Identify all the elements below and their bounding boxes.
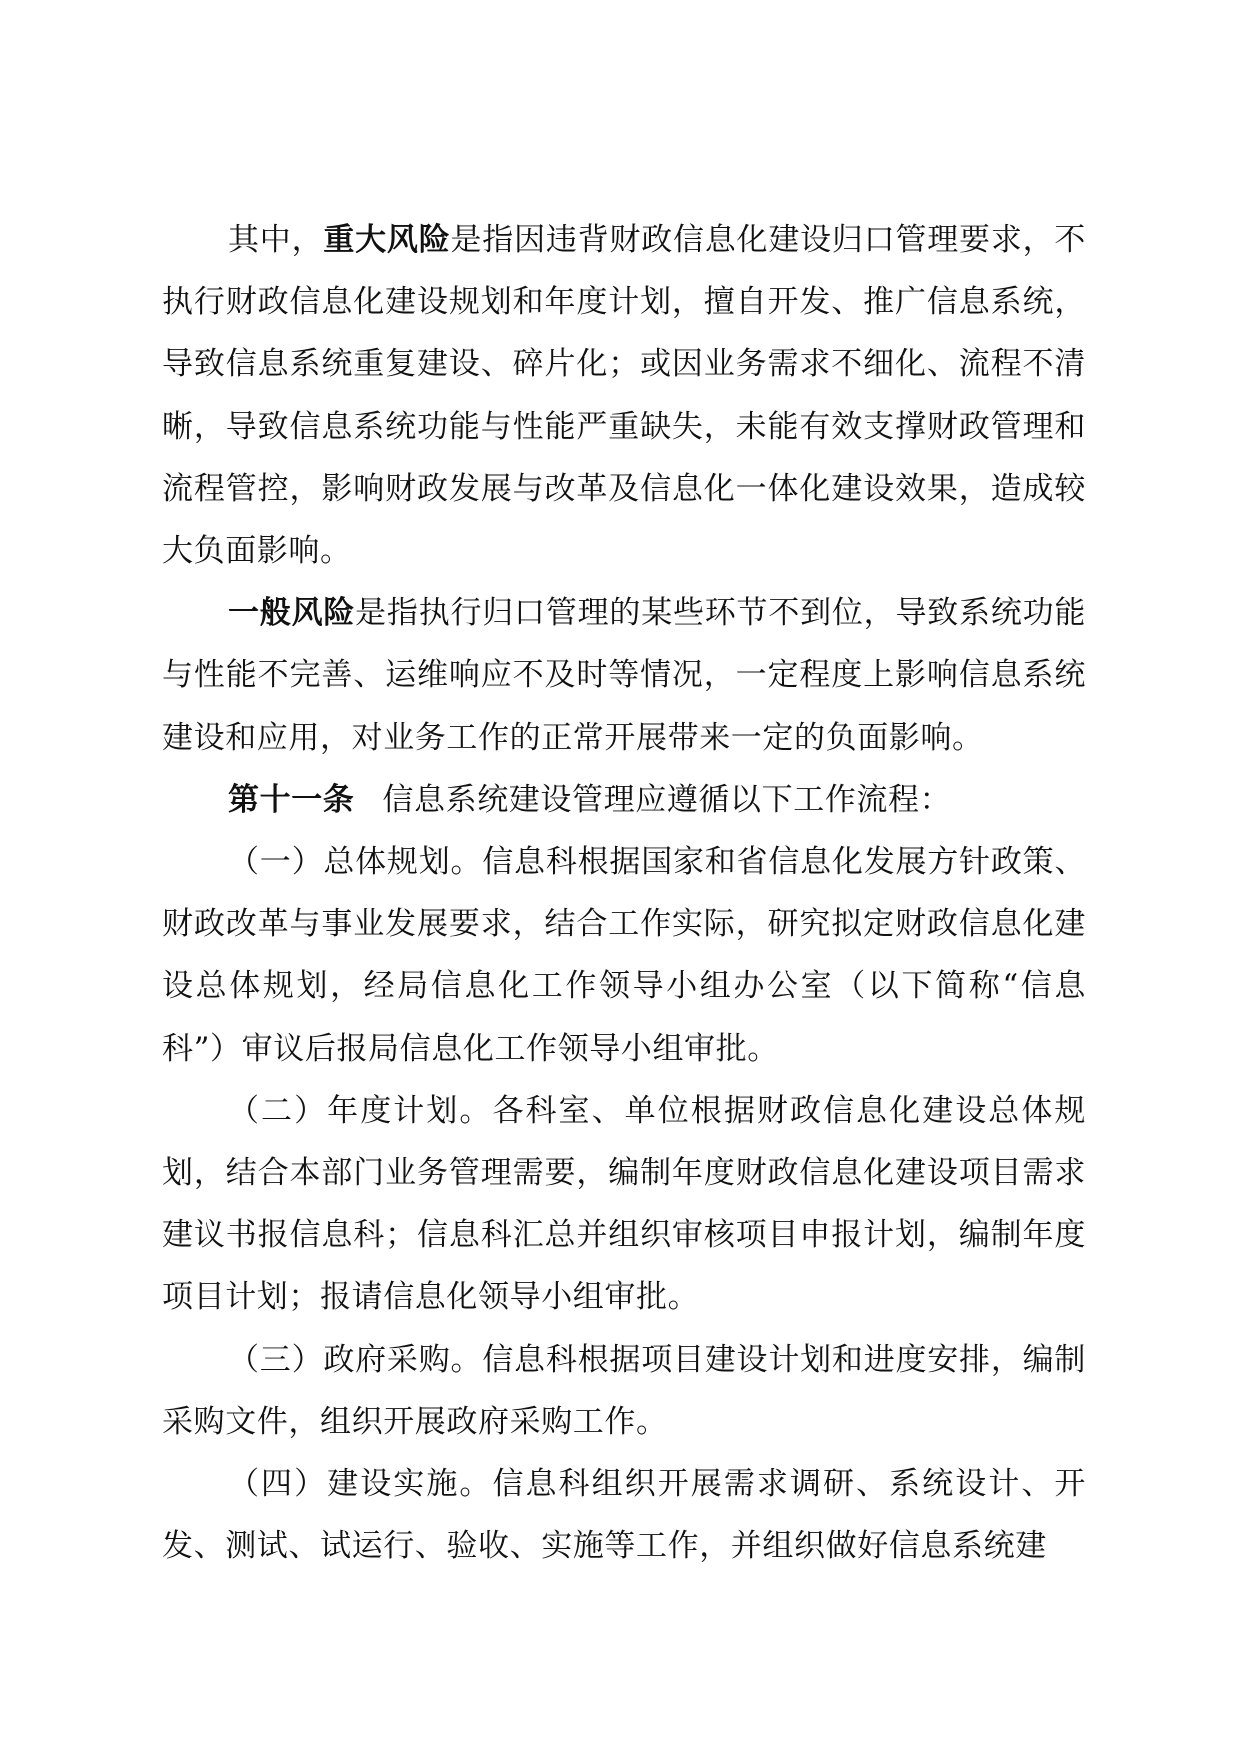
- article-number: 第十一条: [228, 781, 355, 818]
- paragraph-text: （一）总体规划。信息科根据国家和省信息化发展方针政策、财政改革与事业发展要求，结合工作实际，研究拟定财政信息化建设总体规划，经局信息化工作领导小组办公室（以下简称“信息科”）审议后报局信息化工作领导小组审批。: [162, 844, 1086, 1067]
- paragraph-text: 信息系统建设管理应遵循以下工作流程：: [382, 781, 952, 818]
- document-body: [162, 209, 1086, 1577]
- paragraph-text: （四）建设实施。信息科组织开展需求调研、系统设计、开发、测试、试运行、验收、实施等工作，并组织做好信息系统建: [162, 1466, 1086, 1565]
- paragraph-item-3: [162, 1329, 1086, 1453]
- paragraph-item-4: [162, 1453, 1086, 1577]
- term-general-risk: 一般风险: [228, 595, 356, 632]
- paragraph-general-risk: [162, 582, 1086, 769]
- paragraph-article-11: [162, 769, 1086, 831]
- paragraph-text: （二）年度计划。各科室、单位根据财政信息化建设总体规划，结合本部门业务管理需要，编制年度财政信息化建设项目需求建议书报信息科；信息科汇总并组织审核项目申报计划，编制年度项目计划；报请信息化领导小组审批。: [162, 1092, 1086, 1316]
- paragraph-text: 是指执行归口管理的某些环节不到位，导致系统功能与性能不完善、运维响应不及时等情况，一定程度上影响信息系统建设和应用，对业务工作的正常开展带来一定的负面影响。: [162, 595, 1086, 756]
- paragraph-item-1: [162, 831, 1086, 1080]
- paragraph-major-risk: [162, 209, 1086, 582]
- paragraph-item-2: [162, 1080, 1086, 1329]
- term-major-risk: 重大风险: [323, 222, 451, 258]
- paragraph-text: 是指因违背财政信息化建设归口管理要求，不执行财政信息化建设规划和年度计划，擅自开发、推广信息系统，导致信息系统重复建设、碎片化；或因业务需求不细化、流程不清晰，导致信息系统功能与性能严重缺失，未能有效支撑财政管理和流程管控，影响财政发展与改革及信息化一体化建设效果，造成较大负面影响。: [162, 222, 1086, 570]
- paragraph-lead: 其中，: [228, 222, 324, 258]
- paragraph-text: （三）政府采购。信息科根据项目建设计划和进度安排，编制采购文件，组织开展政府采购工作。: [162, 1341, 1086, 1440]
